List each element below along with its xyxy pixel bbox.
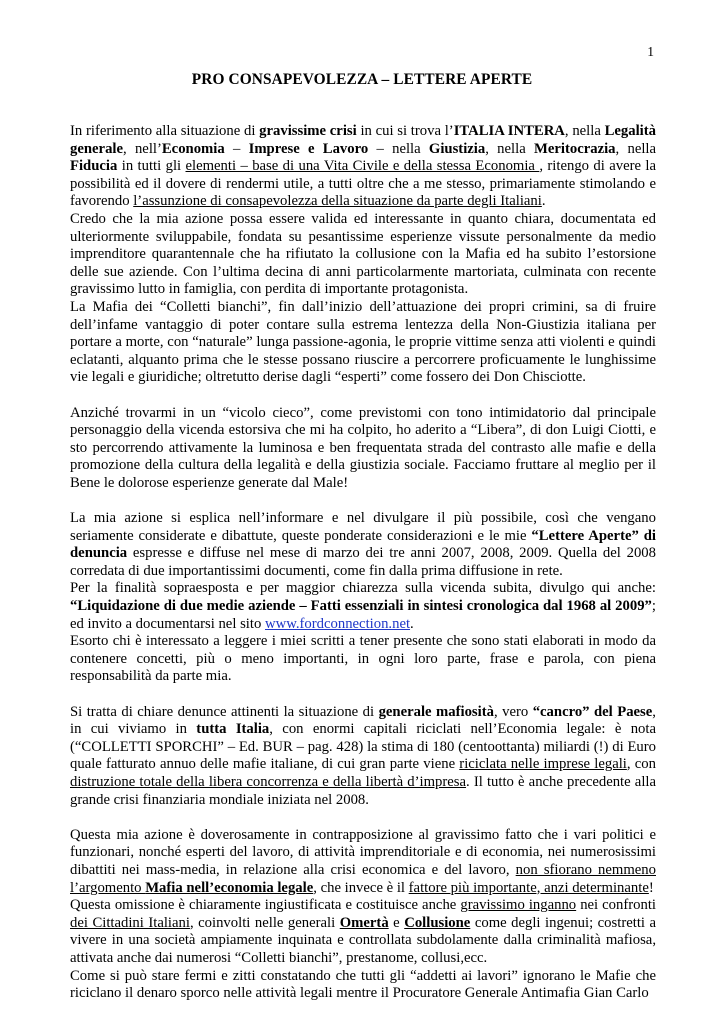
paragraph-omissione <box>70 897 656 967</box>
emphasis-text: Legalità generale <box>70 123 656 157</box>
page-title: PRO CONSAPEVOLEZZA – LETTERE APERTE <box>191 71 533 88</box>
paragraph-denunce <box>70 704 656 810</box>
text-run: – <box>224 140 249 157</box>
paragraph-contrapposizione <box>70 827 656 897</box>
text-run: ; ed invito a documentarsi nel sito <box>70 598 656 632</box>
paragraph-gap <box>70 809 656 827</box>
text-run: La mia azione si esplica nell’informare e nel divulgare il più possibile, così che vengano seriamente considerate e dibattute, queste ponderate considerazioni e le mie <box>70 510 656 544</box>
text-run: Questa omissione è chiaramente ingiustificata e costituisce anche <box>70 897 461 914</box>
text-run: in cui si trova l’ <box>356 123 454 139</box>
underlined-text: distruzione totale della libera concorrenza e della libertà d’impresa <box>70 773 467 790</box>
text-run: – nella <box>368 140 429 157</box>
emphasis-underlined-text: Omertà <box>339 914 389 931</box>
text-run: , che invece è il <box>313 879 409 896</box>
emphasis-text: Giustizia <box>428 140 486 157</box>
page-number: 1 <box>647 44 654 59</box>
text-run: , nella <box>485 140 534 157</box>
paragraph-gap <box>70 387 656 405</box>
paragraph-intro <box>70 123 656 211</box>
text-run: nei confronti <box>576 897 657 914</box>
text-run: . Il tutto è anche precedente alla grande crisi finanziaria mondiale iniziata nel 2008. <box>70 773 656 808</box>
text-run: . <box>541 193 546 210</box>
paragraph-azione <box>70 510 656 580</box>
underlined-text: fattore più importante, anzi determinante <box>408 879 649 896</box>
underlined-text: gravissimo inganno <box>460 897 577 914</box>
paragraph-credo: Credo che la mia azione possa essere valida ed interessante in quanto chiara, documentata ed ulteriormente sviluppabile, fondata su pesantissime esperienze vissute personalmente da medio imprenditore quarantennale che ha rifiutato la collusione con la Mafia ed ha subito l’estorsione delle sue aziende. Con l’ultima decina di anni particolarmente martoriata, culminata con recente gravissimo lutto in famiglia, con perdita di importante protagonista. <box>70 210 656 298</box>
text-run: Questa mia azione è doverosamente in contrapposizione al gravissimo fatto che i vari politici e funzionari, nonché esperti del lavoro, di attività imprenditoriale e di economia, nei numerosissimi dibattiti nei mass-media, in relazione alla crisi economica e del lavoro, <box>70 826 656 878</box>
paragraph-finalita <box>70 580 656 633</box>
paragraph-mafia-colletti: La Mafia dei “Colletti bianchi”, fin dall’inizio dell’attuazione dei propri crimini, sa di fruire dell’infame vantaggio di poter contare sulla estrema lentezza della Non-Giustizia italiana per portare a morte, con “naturale” lunga passione-agonia, le proprie vittime senza atti violenti e quindi eclatanti, alquanto prima che le stesse possano riuscire a percorrere proficuamente le lunghissime vie legali e giuridiche; oltretutto derise dagli “esperti” come fossero dei Don Chisciotte. <box>70 298 656 386</box>
text-run: , vero <box>493 703 533 720</box>
underlined-text: riciclata nelle imprese legali <box>459 756 627 773</box>
underlined-text: dei Cittadini Italiani <box>70 914 190 931</box>
emphasis-text: “Liquidazione di due medie aziende – Fatti essenziali in sintesi cronologica dal 1968 al 2009” <box>70 598 652 615</box>
paragraph-gap <box>70 492 656 510</box>
underlined-text: l’assunzione di consapevolezza della situazione da parte degli Italiani <box>133 193 542 210</box>
emphasis-text: Fiducia <box>70 158 118 175</box>
underlined-text: non sfiorano nemmeno l’argomento <box>70 861 656 896</box>
text-run: , ritengo di avere la possibilità ed il dovere di rendermi utile, a tutti oltre che a me stesso, primariamente stimolando e favorendo <box>70 158 656 210</box>
text-run: . <box>410 615 414 632</box>
text-run: Si tratta di chiare denunce attinenti la situazione di <box>70 703 379 720</box>
emphasis-text: ITALIA INTERA <box>453 123 565 139</box>
text-run: , nell’ <box>123 140 162 157</box>
text-run: Per la finalità sopraesposta e per maggior chiarezza sulla vicenda subita, divulgo qui anche: <box>70 580 656 597</box>
emphasis-underlined-text: Mafia nell’economia legale <box>145 879 314 896</box>
website-link[interactable]: www.fordconnection.net <box>264 615 411 632</box>
document-body <box>70 123 656 1003</box>
paragraph-libera: Anziché trovarmi in un “vicolo cieco”, come previstomi con tono intimidatorio dal principale personaggio della vicenda estorsiva che mi ha colpito, ho aderito a “Libera”, di don Luigi Ciotti, e sto percorrendo attivamente la luminosa e ben frequentata strada del contrasto alle mafie e della promozione della cultura della legalità e della giustizia sociale. Facciamo fruttare al meglio per il Bene le dolorose esperienze generate dal Male! <box>70 404 656 491</box>
text-run: , coinvolti nelle generali <box>189 914 340 931</box>
text-run: in tutti gli <box>117 158 186 175</box>
emphasis-underlined-text: Collusione <box>404 914 471 931</box>
paragraph-esorto: Esorto chi è interessato a leggere i miei scritti a tener presente che sono stati elaborati in modo da contenere concetti, più o meno importanti, in ogni loro parte, frase e parola, con piena responsabilità da parte mia. <box>70 633 656 685</box>
text-run: espresse e diffuse nel mese di marzo dei tre anni 2007, 2008, 2009. Quella del 2008 corredata di due importantissimi documenti, come fin dalla prima diffusione in rete. <box>70 545 656 579</box>
underlined-text: elementi – base di una Vita Civile e della stessa Economia <box>185 158 540 175</box>
emphasis-text: Meritocrazia <box>533 140 616 157</box>
emphasis-text: Imprese e Lavoro <box>248 140 369 157</box>
emphasis-text: gravissime crisi <box>259 123 357 139</box>
text-run: In riferimento alla situazione di <box>70 123 260 139</box>
text-run: e <box>388 914 405 931</box>
text-run: , con <box>626 756 656 773</box>
emphasis-text: tutta Italia <box>196 721 270 738</box>
text-run: , nella <box>615 140 657 157</box>
text-run: , in cui viviamo in <box>70 703 656 738</box>
paragraph-gap <box>70 686 656 704</box>
emphasis-text: “Lettere Aperte” di denuncia <box>70 527 656 562</box>
paragraph-come-si-puo: Come si può stare fermi e zitti constatando che tutti gli “addetti ai lavori” ignorano le Mafie che riciclano il denaro sporco nelle attività legali mentre il Procuratore Generale Antimafia Gian Carlo <box>70 967 656 1002</box>
text-run: ! <box>648 879 654 896</box>
emphasis-text: “cancro” del Paese <box>532 703 653 720</box>
emphasis-text: Economia <box>161 140 225 157</box>
text-run: , nella <box>564 123 605 139</box>
text-run: , con enormi capitali riciclati nell’Economia legale: è nota (“COLLETTI SPORCHI” – Ed. BUR – pag. 428) la stima di 180 (centoottanta) miliardi (!) di Euro quale fatturato annuo delle mafie italiane, di cui gran parte viene <box>70 721 656 773</box>
text-run: come degli ingenui; costretti a vivere in una società ampiamente inquinata e controllata subdolamente dalla criminalità mafiosa, attivata anche dai numerosi “Colletti bianchi”, prestanome, collusi,ecc. <box>70 914 657 966</box>
emphasis-text: generale mafiosità <box>378 703 494 720</box>
